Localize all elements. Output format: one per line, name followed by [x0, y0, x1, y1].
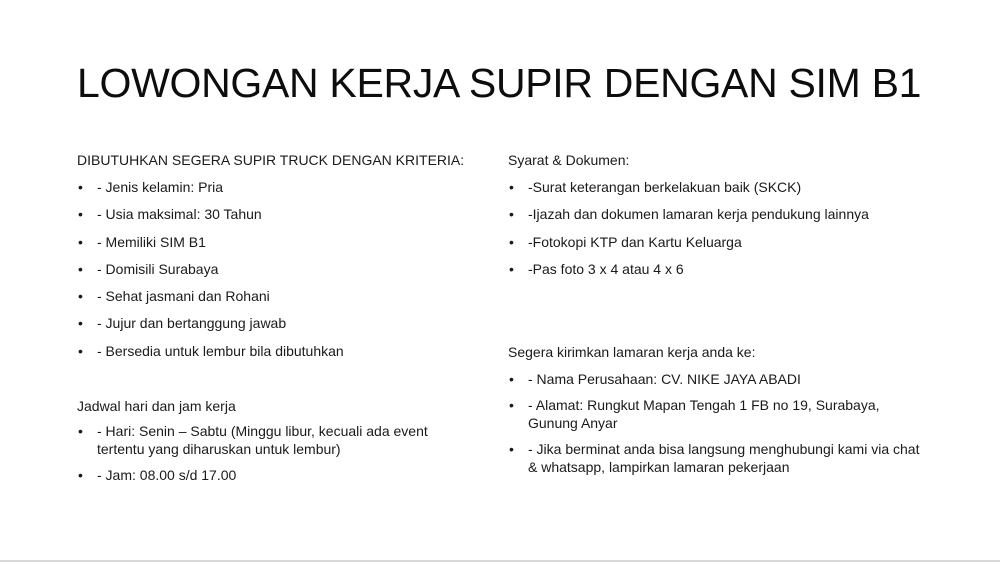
- documents-section: [508, 151, 928, 278]
- list-item: [508, 396, 928, 432]
- list-item: [77, 287, 477, 305]
- list-item-text: - Jika berminat anda bisa langsung menghubungi kami via chat & whatsapp, lampirkan lamaran pekerjaan: [528, 441, 920, 475]
- bullet-icon: •: [78, 315, 83, 332]
- application-list: [508, 370, 928, 476]
- list-item: [508, 440, 928, 476]
- list-item: [508, 260, 928, 278]
- list-item-text: - Hari: Senin – Sabtu (Minggu libur, kecuali ada event tertentu yang diharuskan untuk lembur): [97, 423, 428, 457]
- bullet-icon: •: [78, 467, 83, 483]
- list-item-text: -Surat keterangan berkelakuan baik (SKCK): [528, 179, 802, 195]
- bullet-icon: •: [509, 397, 514, 413]
- bullet-icon: •: [78, 423, 83, 439]
- list-item: [508, 233, 928, 251]
- list-item-text: -Fotokopi KTP dan Kartu Keluarga: [528, 233, 742, 250]
- list-item-text: - Memiliki SIM B1: [97, 233, 206, 250]
- bullet-icon: •: [509, 441, 514, 457]
- bullet-icon: •: [78, 206, 83, 223]
- bullet-icon: •: [509, 371, 514, 387]
- list-item-text: - Sehat jasmani dan Rohani: [97, 288, 270, 305]
- bullet-icon: •: [509, 233, 514, 250]
- slide-title: LOWONGAN KERJA SUPIR DENGAN SIM B1: [77, 60, 922, 106]
- bullet-icon: •: [78, 288, 83, 305]
- list-item: [77, 466, 477, 484]
- list-item-text: -Pas foto 3 x 4 atau 4 x 6: [528, 260, 684, 277]
- list-item-text: - Usia maksimal: 30 Tahun: [97, 206, 262, 223]
- criteria-section: [77, 151, 477, 360]
- list-item: [508, 205, 928, 223]
- list-item: [77, 233, 477, 251]
- list-item-text: - Domisili Surabaya: [97, 260, 219, 277]
- list-item-text: - Jam: 08.00 s/d 17.00: [97, 467, 237, 483]
- list-item-text: - Bersedia untuk lembur bila dibutuhkan: [97, 342, 344, 359]
- bullet-icon: •: [78, 260, 83, 277]
- schedule-section: [77, 397, 477, 492]
- list-item-text: - Jenis kelamin: Pria: [97, 179, 224, 195]
- bullet-icon: •: [509, 206, 514, 223]
- criteria-heading: DIBUTUHKAN SEGERA SUPIR TRUCK DENGAN KRITERIA:: [77, 152, 465, 168]
- list-item: [77, 178, 477, 196]
- list-item: [508, 370, 928, 388]
- list-item: [77, 205, 477, 223]
- list-item-text: - Jujur dan bertanggung jawab: [97, 315, 287, 332]
- list-item: [77, 422, 477, 458]
- schedule-list: [77, 422, 477, 484]
- application-heading: Segera kirimkan lamaran kerja anda ke:: [508, 344, 756, 360]
- schedule-heading: Jadwal hari dan jam kerja: [77, 398, 236, 414]
- list-item: [77, 314, 477, 332]
- bullet-icon: •: [509, 179, 514, 195]
- list-item: [77, 260, 477, 278]
- bullet-icon: •: [509, 260, 514, 277]
- list-item-text: -Ijazah dan dokumen lamaran kerja pendukung lainnya: [528, 206, 869, 223]
- documents-list: [508, 178, 928, 278]
- list-item-text: - Nama Perusahaan: CV. NIKE JAYA ABADI: [528, 371, 801, 387]
- bullet-icon: •: [78, 179, 83, 195]
- list-item: [77, 342, 477, 360]
- right-column: [508, 151, 928, 475]
- application-section: [508, 343, 928, 484]
- bullet-icon: •: [78, 233, 83, 250]
- criteria-list: [77, 178, 477, 360]
- documents-heading: Syarat & Dokumen:: [508, 152, 630, 168]
- list-item: [508, 178, 928, 196]
- left-column: [77, 151, 477, 483]
- list-item-text: - Alamat: Rungkut Mapan Tengah 1 FB no 19, Surabaya, Gunung Anyar: [528, 397, 880, 431]
- bullet-icon: •: [78, 342, 83, 359]
